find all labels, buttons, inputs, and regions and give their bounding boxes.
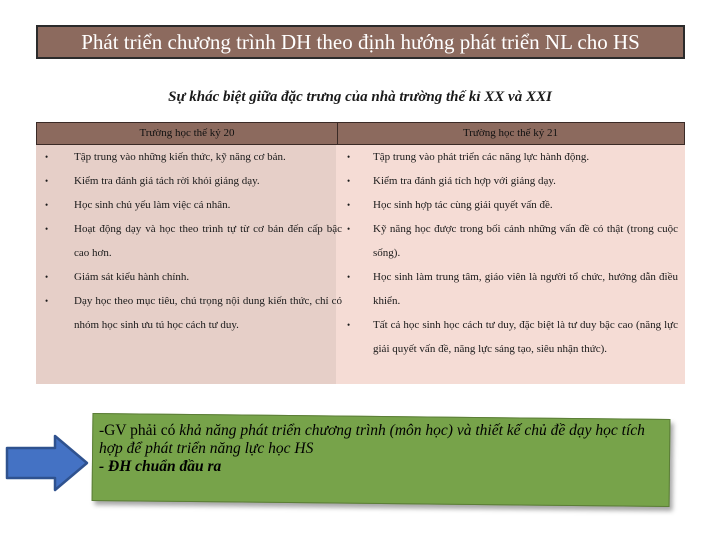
- right-column-header: Trường học thế kỷ 21: [462, 127, 559, 139]
- list-item: • Dạy học theo mục tiêu, chú trọng nội dung kiến thức, chỉ có nhóm học sinh ưu tú học cách tư duy.: [36, 289, 342, 337]
- bullet-icon: •: [347, 152, 351, 162]
- bullet-icon: •: [45, 176, 49, 186]
- list-item: • Học sinh chủ yếu làm việc cá nhân.: [36, 193, 342, 217]
- list-item: • Học sinh hợp tác cùng giải quyết vấn đề.: [342, 193, 678, 217]
- list-item: • Giám sát kiểu hành chính.: [36, 265, 342, 289]
- bullet-icon: •: [45, 296, 49, 306]
- comparison-subtitle: Sự khác biệt giữa đặc trưng của nhà trường thế kỉ XX và XXI: [168, 89, 552, 105]
- bullet-icon: •: [347, 320, 351, 330]
- callout-line2: - ĐH chuẩn đầu ra: [99, 458, 222, 475]
- list-item: • Hoạt động dạy và học theo trình tự từ cơ bản đến cấp bậc cao hơn.: [36, 217, 342, 265]
- right-column-list: [342, 145, 678, 361]
- list-item: • Kiểm tra đánh giá tích hợp với giảng dạy.: [342, 169, 678, 193]
- bullet-icon: •: [45, 152, 49, 162]
- bullet-icon: •: [347, 224, 351, 234]
- callout-text: [99, 422, 661, 476]
- bullet-icon: •: [45, 200, 49, 210]
- comparison-table: [36, 122, 685, 384]
- list-item: • Học sinh làm trung tâm, giáo viên là người tổ chức, hướng dẫn điều khiển.: [342, 265, 678, 313]
- left-column-list: [36, 145, 342, 337]
- list-item: • Kỹ năng học được trong bối cảnh những vấn đề có thật (trong cuộc sống).: [342, 217, 678, 265]
- left-column-header: Trường học thế kỷ 20: [37, 123, 338, 144]
- list-item: • Tập trung vào phát triển các năng lực hành động.: [342, 145, 678, 169]
- bullet-icon: •: [347, 200, 351, 210]
- callout-emphasis: khả năng phát triển chương trình (môn học) và thiết kế chủ đề dạy học tích hợp để phát triển năng lực học HS: [99, 422, 645, 457]
- list-item: • Tất cả học sinh học cách tư duy, đặc biệt là tư duy bậc cao (năng lực giải quyết vấn đề, năng lực sáng tạo, siêu nhận thức).: [342, 313, 678, 361]
- bullet-icon: •: [347, 176, 351, 186]
- bullet-icon: •: [45, 224, 49, 234]
- list-item: • Tập trung vào những kiến thức, kỹ năng cơ bản.: [36, 145, 342, 169]
- slide-title: Phát triển chương trình DH theo định hướng phát triển NL cho HS: [81, 30, 640, 54]
- right-arrow-icon: [3, 432, 93, 494]
- callout-prefix: -GV phải có: [99, 422, 180, 439]
- bullet-icon: •: [347, 272, 351, 282]
- bullet-icon: •: [45, 272, 49, 282]
- table-header-row: [36, 122, 685, 145]
- list-item: • Kiểm tra đánh giá tách rời khỏi giảng dạy.: [36, 169, 342, 193]
- slide-title-banner: [36, 25, 685, 59]
